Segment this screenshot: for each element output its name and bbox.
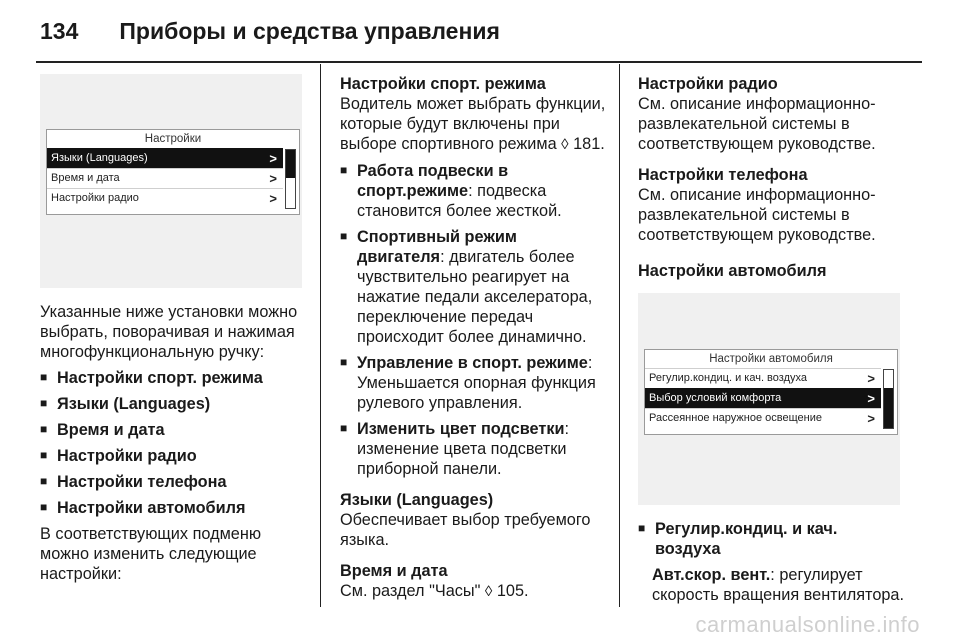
- chevron-right-icon: >: [269, 151, 277, 166]
- list-item: ■ Управление в спорт. режиме: Уменьшается опорная функция рулевого управления.: [340, 353, 606, 413]
- list-item: ■ Настройки спорт. режима: [40, 368, 308, 388]
- page-reference: 181.: [573, 135, 605, 153]
- column-3: [638, 74, 904, 605]
- screen-row-languages: Языки (Languages) >: [47, 148, 283, 168]
- list-item: ■ Изменить цвет подсветки: изменение цвета подсветки приборной панели.: [340, 419, 606, 479]
- reference-icon: ◊: [561, 136, 569, 153]
- page-number: 134: [40, 18, 79, 44]
- section-heading: Время и дата: [340, 562, 448, 580]
- chevron-right-icon: >: [269, 191, 277, 206]
- outro-text: В соответствующих подменю можно изменить следующие настройки:: [40, 525, 262, 583]
- list-item: ■ Языки (Languages): [40, 394, 308, 414]
- section-text: Водитель может выбрать функции, которые будут включены при выборе спортивного режима ◊ 181.: [340, 95, 606, 153]
- chevron-right-icon: >: [867, 391, 875, 406]
- page-header: [40, 18, 500, 45]
- chevron-right-icon: >: [867, 411, 875, 426]
- screen-scrollbar: [883, 369, 894, 429]
- column-divider-1: [320, 64, 321, 607]
- section-text: Обеспечивает выбор требуемого языка.: [340, 511, 591, 549]
- vehicle-screen-title: Настройки автомобиля: [709, 353, 833, 365]
- list-item: ■ Настройки телефона: [40, 472, 308, 492]
- screen-row-lighting: Рассеянное наружное освещение >: [645, 408, 881, 428]
- list-item: ■ Настройки автомобиля: [40, 498, 308, 518]
- sub-item-text: Авт.скор. вент.: регулирует скорость вращения вентилятора.: [652, 566, 905, 604]
- vehicle-settings-screen-figure: [638, 293, 900, 505]
- section-text: См. описание информационно-развлекательной системы в соответствующем руководстве.: [638, 95, 876, 153]
- column-1: [40, 74, 308, 584]
- reference-icon: ◊: [484, 583, 493, 600]
- vehicle-settings-screen: [644, 349, 898, 435]
- section-heading: Настройки спорт. режима: [340, 75, 546, 93]
- screen-scrollbar: [285, 149, 296, 209]
- section-text: См. описание информационно-развлекательной системы в соответствующем руководстве.: [638, 186, 876, 244]
- screen-row-comfort: Выбор условий комфорта >: [645, 388, 881, 408]
- list-item: ■ Время и дата: [40, 420, 308, 440]
- watermark: carmanualsonline.info: [695, 612, 920, 637]
- chevron-right-icon: >: [269, 171, 277, 186]
- settings-screen-title: Настройки: [144, 133, 202, 145]
- column-2: [340, 74, 606, 602]
- section-heading: Настройки радио: [638, 75, 778, 93]
- screen-row-climate: Регулир.кондиц. и кач. воздуха >: [645, 368, 881, 388]
- column-divider-2: [619, 64, 620, 607]
- screen-row-time-date: Время и дата >: [47, 168, 283, 188]
- page-title: Приборы и средства управления: [119, 18, 500, 44]
- section-heading: Языки (Languages): [340, 491, 494, 509]
- settings-screen-figure: [40, 74, 302, 288]
- section-heading: Настройки автомобиля: [638, 262, 827, 280]
- header-rule: [36, 61, 922, 63]
- list-item: ■ Настройки радио: [40, 446, 308, 466]
- page-reference: 105.: [496, 582, 529, 600]
- chevron-right-icon: >: [867, 371, 875, 386]
- list-item: ■ Спортивный режим двигателя: двигатель более чувствительно реагирует на нажатие педали акселератора, переключение передач происходит более динамично.: [340, 227, 606, 347]
- screen-row-radio: Настройки радио >: [47, 188, 283, 208]
- section-text: См. раздел "Часы" ◊ 105.: [340, 582, 529, 600]
- intro-text: Указанные ниже установки можно выбрать, поворачивая и нажимая многофункциональную ручку:: [40, 303, 298, 361]
- list-item: ■ Регулир.кондиц. и кач. воздуха: [638, 519, 904, 559]
- section-heading: Настройки телефона: [638, 166, 808, 184]
- list-item: ■ Работа подвески в спорт.режиме: подвеска становится более жесткой.: [340, 161, 606, 221]
- settings-screen: [46, 129, 300, 215]
